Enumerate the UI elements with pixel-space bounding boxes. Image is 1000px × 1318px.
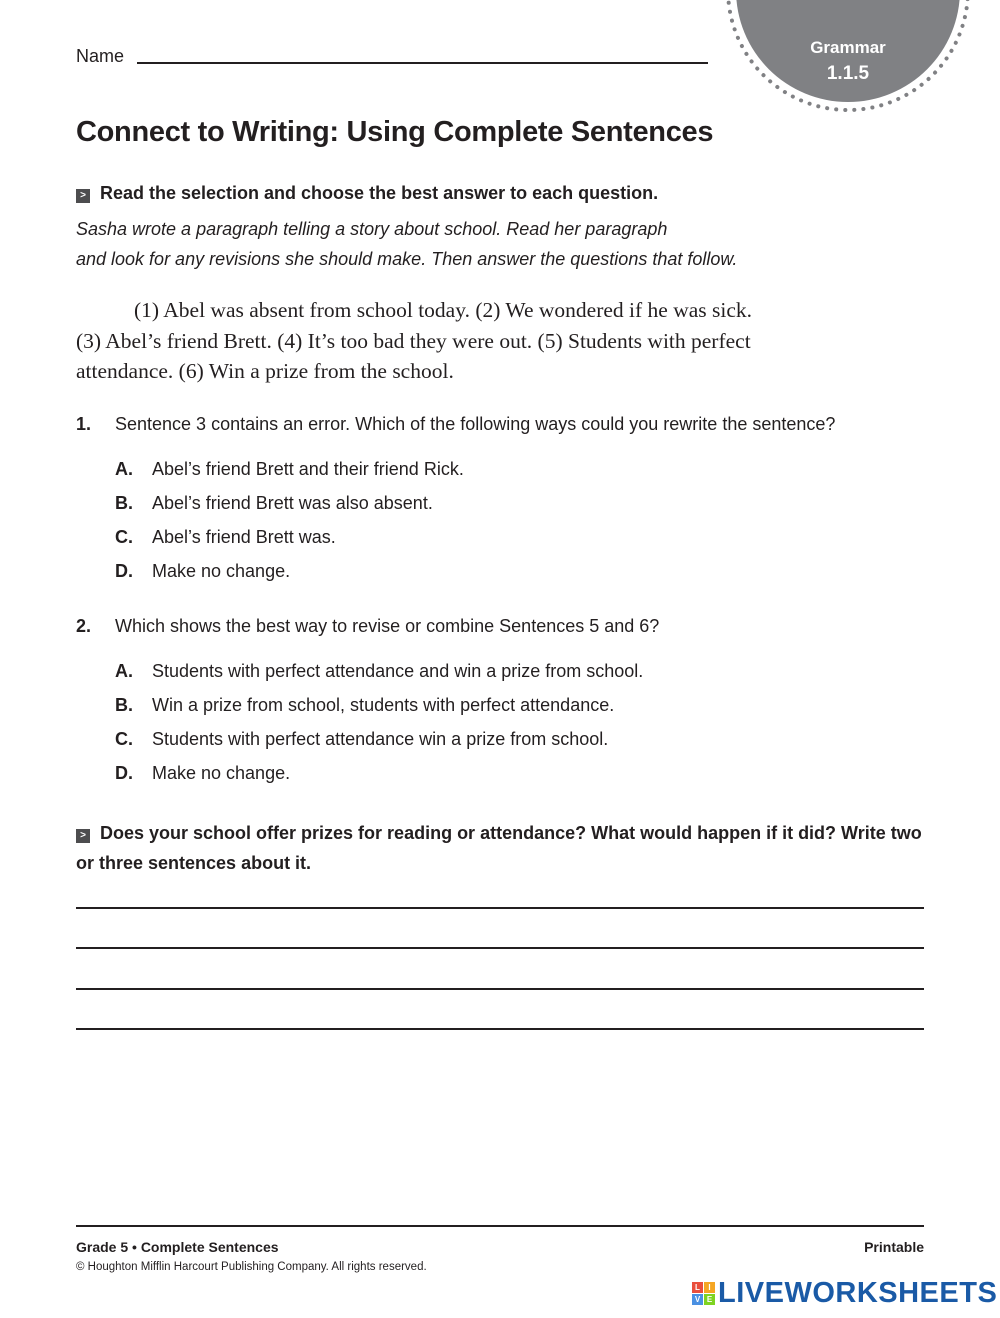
writing-line-4[interactable]	[76, 1028, 924, 1030]
directions-2-text: Does your school offer prizes for reading or attendance? What would happen if it did? Write two or three sentences about it.	[76, 823, 922, 873]
q2-option-b[interactable]: Win a prize from school, students with perfect attendance.	[152, 695, 615, 715]
logo-block-e: E	[704, 1294, 715, 1305]
logo-block-l: L	[692, 1282, 703, 1293]
question-1-text: Sentence 3 contains an error. Which of the following ways could you rewrite the sentence?	[115, 414, 836, 434]
writing-line-1[interactable]	[76, 907, 924, 909]
q1-option-b[interactable]: Abel’s friend Brett was also absent.	[152, 493, 433, 513]
logo-block-i: I	[704, 1282, 715, 1293]
name-label: Name	[76, 46, 125, 66]
writing-line-2[interactable]	[76, 947, 924, 949]
arrow-icon: >	[76, 829, 90, 843]
question-2-text: Which shows the best way to revise or combine Sentences 5 and 6?	[115, 616, 660, 636]
intro-line-2: and look for any revisions she should make. Then answer the questions that follow.	[76, 249, 738, 269]
arrow-icon: >	[76, 189, 90, 203]
q1-option-a[interactable]: Abel’s friend Brett and their friend Rick.	[152, 459, 464, 479]
intro-line-1: Sasha wrote a paragraph telling a story about school. Read her paragraph	[76, 219, 668, 239]
grammar-badge: Grammar 1.1.5	[700, 0, 1000, 130]
logo-blocks-icon	[692, 1282, 715, 1305]
writing-line-3[interactable]	[76, 988, 924, 990]
copyright: © Houghton Mifflin Harcourt Publishing Company. All rights reserved.	[76, 1261, 427, 1273]
logo-text: LIVEWORKSHEETS	[718, 1277, 998, 1309]
q2-option-a[interactable]: Students with perfect attendance and win a prize from school.	[152, 661, 644, 681]
footer-divider	[76, 1225, 924, 1227]
q1-option-c-letter[interactable]: C.	[115, 527, 133, 547]
q2-option-a-letter[interactable]: A.	[115, 661, 133, 681]
q2-option-c-letter[interactable]: C.	[115, 729, 133, 749]
q2-option-b-letter[interactable]: B.	[115, 695, 133, 715]
passage: (1) Abel was absent from school today. (2) We wondered if he was sick. (3) Abel’s friend Brett. (4) It’s too bad they were out. (5) Students with perfect attendance. (6) Win a prize from the school.	[76, 298, 753, 383]
q2-option-c[interactable]: Students with perfect attendance win a prize from school.	[152, 729, 609, 749]
name-input-line[interactable]	[137, 62, 708, 64]
q2-option-d-letter[interactable]: D.	[115, 763, 133, 783]
q1-option-d-letter[interactable]: D.	[115, 561, 133, 581]
question-1-number: 1.	[76, 414, 92, 434]
q1-option-d[interactable]: Make no change.	[152, 561, 291, 581]
question-2-number: 2.	[76, 616, 92, 636]
footer-grade: Grade 5 • Complete Sentences	[76, 1239, 279, 1255]
directions-1	[76, 183, 658, 204]
logo-block-v: V	[692, 1294, 703, 1305]
directions-1-text: Read the selection and choose the best answer to each question.	[100, 183, 659, 203]
q1-option-c[interactable]: Abel’s friend Brett was.	[152, 527, 336, 547]
directions-2	[76, 818, 926, 878]
q1-option-b-letter[interactable]: B.	[115, 493, 133, 513]
q2-option-d[interactable]: Make no change.	[152, 763, 291, 783]
intro-text	[76, 214, 776, 274]
page-title: Connect to Writing: Using Complete Sentences	[76, 116, 714, 148]
liveworksheets-logo	[692, 1277, 997, 1309]
q1-option-a-letter[interactable]: A.	[115, 459, 133, 479]
footer-printable: Printable	[864, 1239, 924, 1255]
